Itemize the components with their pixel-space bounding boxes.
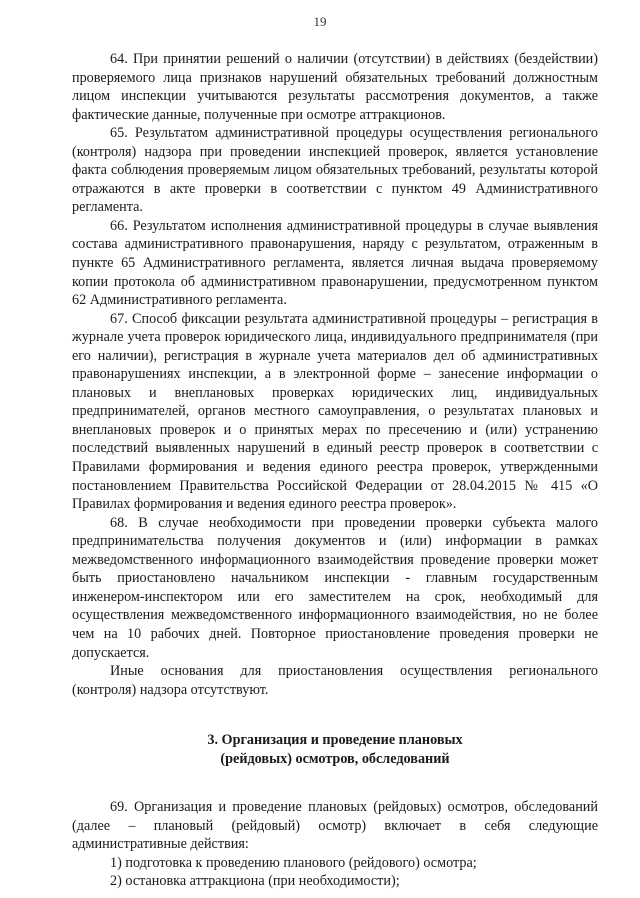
document-body — [72, 50, 598, 891]
page-number: 19 — [313, 14, 327, 29]
paragraph-66: 66. Результатом исполнения административной процедуры в случае выявления состава административного правонарушения, наряду с результатом, отраженным в пункте 65 Административного регламента, является личная выдача проверяемому копии протокола об административном правонарушении, предусмотренном пунктом 62 Административного регламента. — [72, 217, 598, 309]
section-heading — [72, 731, 598, 768]
paragraph-64: 64. При принятии решений о наличии (отсутствии) в действиях (бездействии) проверяемого лица признаков нарушений обязательных требований должностным лицом инспекции учитываются результаты рассмотрения документов, а также фактические данные, полученные при осмотре аттракционов. — [72, 51, 598, 123]
section-heading-line-2: (рейдовых) осмотров, обследований — [220, 750, 450, 767]
paragraph-68: 68. В случае необходимости при проведении проверки субъекта малого предпринимательства получения документов и (или) информации в рамках межведомственного информационного взаимодействия проведение проверки может быть приостановлено начальником инспекции - главным государственным инженером-инспектором или его заместителем на срок, необходимый для осуществления межведомственного информационного взаимодействия, но не более чем на 10 рабочих дней. Повторное приостановление проведения проверки не допускается. — [72, 514, 598, 661]
list-item-2: 2) остановка аттракциона (при необходимости); — [110, 873, 400, 890]
paragraph-other-grounds: Иные основания для приостановления осуществления регионального (контроля) надзора отсутствуют. — [72, 663, 598, 698]
list-item-1: 1) подготовка к проведению планового (рейдового) осмотра; — [110, 854, 477, 871]
section-heading-line-1: 3. Организация и проведение плановых — [207, 732, 463, 749]
paragraph-67: 67. Способ фиксации результата административной процедуры – регистрация в журнале учета проверок юридического лица, индивидуального предпринимателя (при его наличии), регистрация в журнале учета материалов дел об административных правонарушениях инспекции, а в электронной форме – занесение информации о плановых и внеплановых проверках юридических лиц, индивидуальных предпринимателей, органов местного самоуправления, о результатах плановых и внеплановых проверок и о принятых мерах по пресечению и (или) устранению последствий выявленных нарушений в единый реестр проверок в соответствии с Правилами формирования и ведения единого реестра проверок, утвержденными постановлением Правительства Российской Федерации от 28.04.2015 № 415 «О Правилах формирования и ведения единого реестра проверок». — [72, 310, 598, 513]
paragraph-65: 65. Результатом административной процедуры осуществления регионального (контроля) надзора при проведении инспекцией проверок, является установление факта соблюдения проверяемым лицом обязательных требований, результаты которой отражаются в акте проверки в соответствии с пунктом 49 Административного регламента. — [72, 125, 598, 216]
paragraph-69: 69. Организация и проведение плановых (рейдовых) осмотров, обследований (далее – плановый (рейдовый) осмотр) включает в себя следующие административные действия: — [72, 799, 598, 853]
